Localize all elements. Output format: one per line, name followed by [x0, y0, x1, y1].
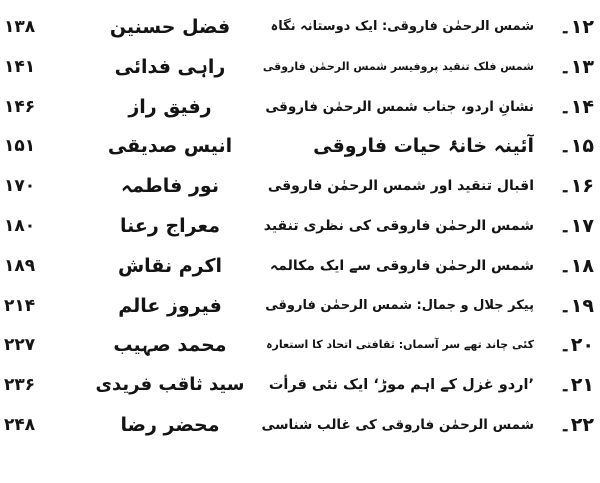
entry-title: آئینہ خانۂ حیات فاروقی — [313, 135, 534, 158]
entry-number: ۱۵۔ — [559, 135, 594, 158]
entry-title: شمس الرحمٰن فاروقی سے ایک مکالمہ — [270, 257, 534, 274]
entry-page-number: ۲۴۸ — [4, 414, 36, 435]
entry-author: فیروز عالم — [118, 294, 222, 317]
entry-author: اکرم نقاش — [117, 254, 223, 277]
entry-author: محمد صہیب — [113, 334, 227, 357]
toc-entry — [0, 366, 600, 406]
entry-title: نشانِ اردو، جناب شمس الرحمٰن فاروقی — [265, 98, 534, 115]
entry-page-number: ۱۴۱ — [4, 56, 36, 77]
entry-title: شمس الرحمٰن فاروقی کی غالب شناسی — [262, 416, 534, 433]
entry-page-number: ۲۲۷ — [4, 335, 36, 356]
entry-number: ۱۳۔ — [559, 55, 594, 78]
entry-author: سید ثاقب فریدی — [95, 374, 245, 396]
entry-number: ۲۱۔ — [559, 374, 594, 397]
entry-title: اقبال تنقید اور شمس الرحمٰن فاروقی — [267, 178, 534, 195]
entry-author: رفیق راز — [128, 95, 212, 118]
entry-page-number: ۱۴۶ — [4, 96, 36, 117]
entry-number: ۱۸۔ — [559, 254, 594, 277]
entry-title: شمس فلک تنقید پروفیسر شمس الرحمٰن فاروقی — [262, 59, 534, 73]
entry-page-number: ۱۵۱ — [4, 136, 36, 157]
toc-entry — [0, 287, 600, 327]
entry-number: ۲۲۔ — [559, 413, 594, 436]
entry-title: شمس الرحمٰن فاروقی: ایک دوستانہ نگاہ — [270, 19, 534, 34]
entry-author: انیس صدیقی — [107, 135, 233, 158]
toc-entry — [0, 406, 600, 446]
entry-title: کئی چاند تھے سر آسماں: ثقافتی اتحاد کا استعارہ — [266, 338, 534, 352]
entry-number: ۱۲۔ — [559, 16, 594, 38]
toc-entry — [0, 48, 600, 88]
entry-number: ۱۷۔ — [559, 214, 594, 237]
entry-page-number: ۱۷۰ — [4, 176, 36, 197]
entry-author: فضل حسنین — [109, 16, 231, 38]
toc-entry — [0, 247, 600, 287]
toc-entry — [0, 207, 600, 247]
entry-page-number: ۱۳۸ — [4, 17, 36, 37]
table-of-contents — [0, 8, 600, 478]
entry-title: ’اردو غزل کے اہم موڑ‘ ایک نئی قرأت — [268, 377, 534, 394]
entry-number: ۱۶۔ — [559, 175, 594, 198]
entry-author: محضر رضا — [120, 413, 220, 436]
entry-page-number: ۲۳۶ — [4, 375, 36, 396]
toc-entry — [0, 127, 600, 167]
entry-number: ۲۰۔ — [559, 334, 594, 357]
entry-page-number: ۲۱۴ — [4, 295, 36, 316]
entry-number: ۱۴۔ — [559, 95, 594, 118]
toc-entry — [0, 8, 600, 48]
toc-entry — [0, 326, 600, 366]
entry-page-number: ۱۸۹ — [4, 255, 36, 276]
toc-entry — [0, 88, 600, 128]
entry-title: پیکر جلال و جمال: شمس الرحمٰن فاروقی — [265, 297, 534, 313]
entry-title: شمس الرحمٰن فاروقی کی نظری تنقید — [263, 217, 534, 234]
entry-page-number: ۱۸۰ — [4, 215, 36, 236]
entry-author: معراج رعنا — [120, 214, 220, 237]
entry-author: راہی فدائی — [114, 55, 226, 78]
entry-number: ۱۹۔ — [559, 294, 594, 317]
toc-entry — [0, 167, 600, 207]
entry-author: نور فاطمہ — [121, 175, 219, 198]
